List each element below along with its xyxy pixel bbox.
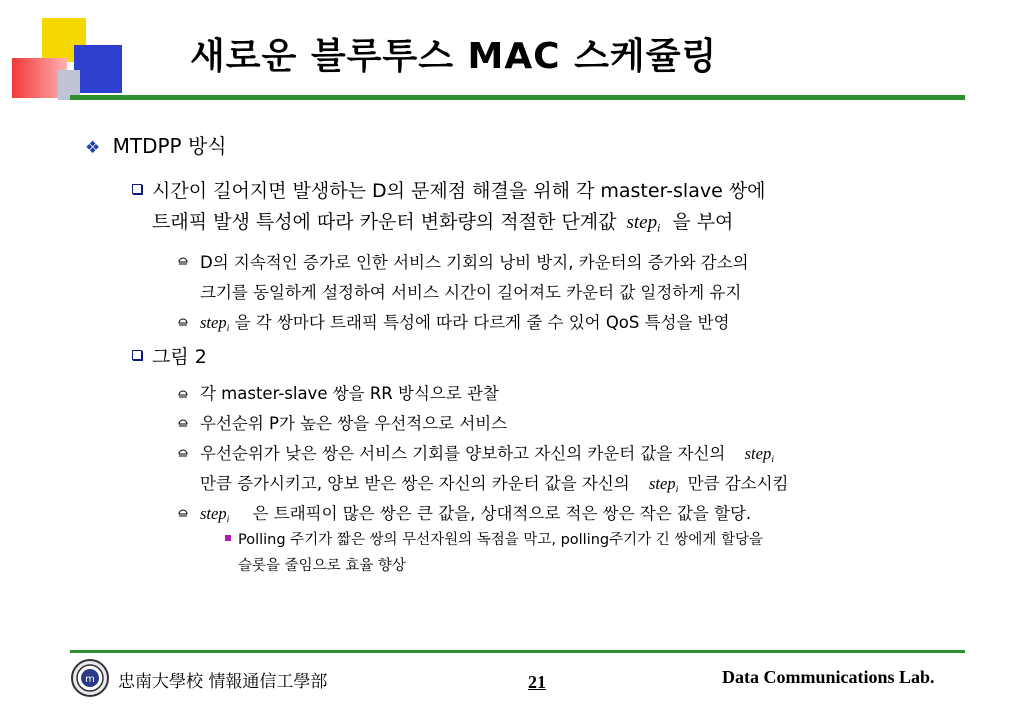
section2-subitem-line1: Polling 주기가 짧은 쌍의 무선자원의 독점을 막고, polling주기가 긴 쌍에게 할당을 <box>238 532 764 548</box>
section1-item1-line1: D의 지속적인 증가로 인한 서비스 기회의 낭비 방지, 카운터의 증가와 감소의 <box>200 253 749 272</box>
disk-bullet-icon <box>178 256 188 266</box>
university-seal-icon <box>70 658 110 698</box>
disk-bullet-icon <box>178 418 188 428</box>
footer-divider <box>70 650 965 653</box>
square-bullet-icon <box>132 350 142 360</box>
section2-item2: 우선순위 P가 높은 쌍을 우선적으로 서비스 <box>200 414 508 433</box>
section2-subitem-line2: 슬롯을 줄임으로 효율 향상 <box>238 558 406 574</box>
section1-line1: 시간이 길어지면 발생하는 D의 문제점 해결을 위해 각 master-slave 쌍에 <box>152 180 766 202</box>
decor-blue-square <box>74 45 122 93</box>
section2-item1: 각 master-slave 쌍을 RR 방식으로 관찰 <box>200 384 499 403</box>
section2-item4: step$_i$ 은 트래픽이 많은 쌍은 큰 값을, 상대적으로 적은 쌍은 작은 값을 할당. <box>200 504 752 525</box>
small-square-bullet-icon <box>225 535 231 541</box>
section1-line2: 트래픽 발생 특성에 따라 카운터 변화량의 적절한 단계값 step$_i$ 을 부여 <box>152 211 734 235</box>
disk-bullet-icon <box>178 317 188 327</box>
step-i-symbol: step$_i$ <box>626 212 661 235</box>
title-divider <box>70 95 965 100</box>
section2-heading: 그림 2 <box>152 346 207 368</box>
step-i-symbol: step$_i$ <box>744 444 774 465</box>
step-i-symbol: step$_i$ <box>649 474 679 495</box>
disk-bullet-icon <box>178 448 188 458</box>
footer-lab-name: Data Communications Lab. <box>722 667 935 687</box>
level1-item <box>85 130 227 159</box>
section2-item3-line1: 우선순위가 낮은 쌍은 서비스 기회를 양보하고 자신의 카운터 값을 자신의 step$_i$ <box>200 444 774 465</box>
disk-bullet-icon <box>178 508 188 518</box>
slide-title: 새로운 블루투스 MAC 스케쥴링 <box>190 36 718 77</box>
square-bullet-icon <box>132 184 142 194</box>
level1-text: MTDPP 방식 <box>112 134 227 158</box>
section2-item3-line2: 만큼 증가시키고, 양보 받은 쌍은 자신의 카운터 값을 자신의 step$_i$ 만큼 감소시킴 <box>200 474 789 495</box>
step-i-symbol: step$_i$ <box>200 313 230 334</box>
svg-text:m: m <box>85 674 95 685</box>
page-number: 21 <box>528 672 546 692</box>
disk-bullet-icon <box>178 389 188 399</box>
footer-department: 忠南大學校 情報通信工學部 <box>118 672 328 692</box>
section1-item1-line2: 크기를 동일하게 설정하여 서비스 시간이 길어져도 카운터 값 일정하게 유지 <box>200 283 742 302</box>
section1-item2: step$_i$ 을 각 쌍마다 트래픽 특성에 따라 다르게 줄 수 있어 QoS 특성을 반영 <box>200 313 730 334</box>
step-i-symbol: step$_i$ <box>200 504 230 525</box>
diamond-bullet-icon: ❖ <box>85 138 101 158</box>
